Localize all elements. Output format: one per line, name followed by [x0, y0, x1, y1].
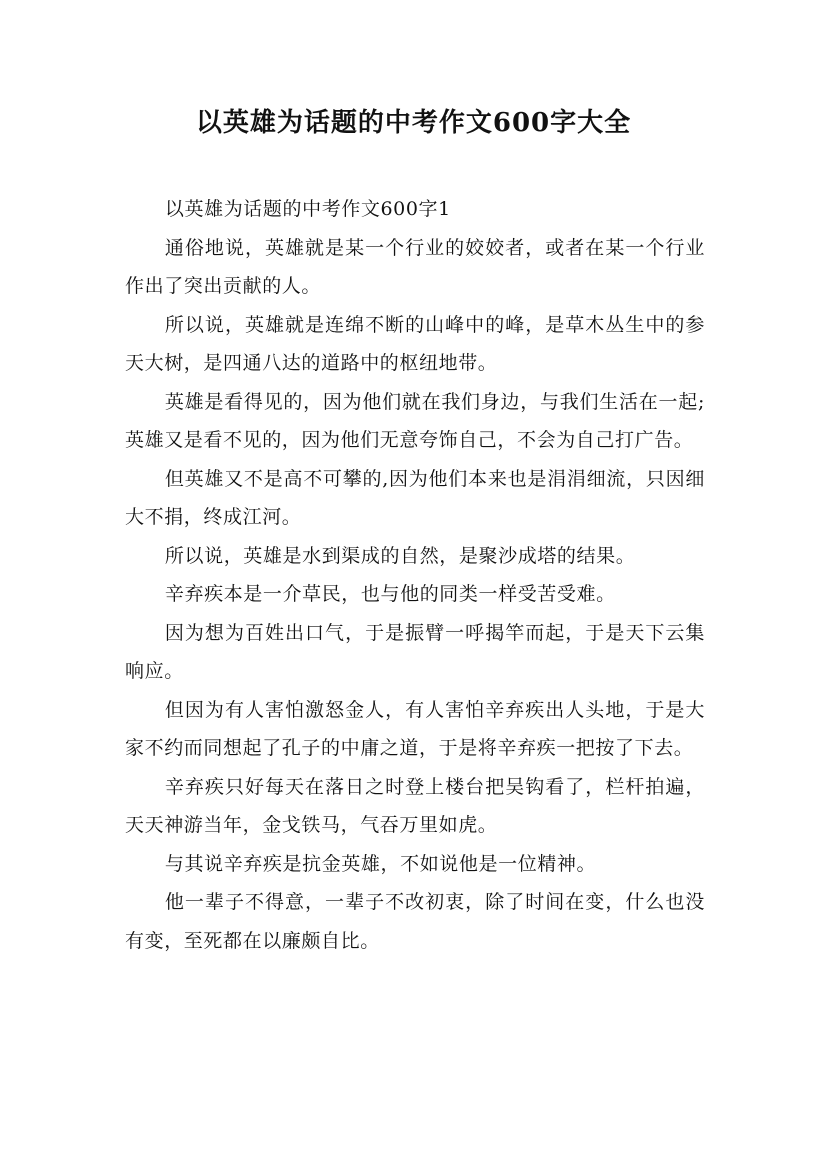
paragraph-9: 辛弃疾只好每天在落日之时登上楼台把吴钩看了，栏杆拍遍，天天神游当年，金戈铁马，气吞万里如虎。 — [125, 775, 705, 836]
paragraph-8: 但因为有人害怕激怒金人，有人害怕辛弃疾出人头地，于是大家不约而同想起了孔子的中庸之道，于是将辛弃疾一把按了下去。 — [125, 698, 705, 759]
paragraph-10: 与其说辛弃疾是抗金英雄，不如说他是一位精神。 — [164, 852, 597, 875]
document-body — [125, 190, 705, 960]
paragraph-6: 辛弃疾本是一介草民，也与他的同类一样受苦受难。 — [164, 583, 616, 605]
paragraph-2: 所以说，英雄就是连绵不断的山峰中的峰，是草木丛生中的参天大树，是四通八达的道路中的枢纽地带。 — [125, 313, 705, 374]
paragraph-5: 所以说，英雄是水到渠成的自然，是聚沙成塔的结果。 — [164, 544, 636, 567]
paragraph-1: 通俗地说，英雄就是某一个行业的姣姣者，或者在某一个行业作出了突出贡献的人。 — [125, 236, 705, 297]
section-heading: 以英雄为话题的中考作文600字1 — [164, 198, 451, 220]
paragraph-4: 但英雄又不是高不可攀的,因为他们本来也是涓涓细流，只因细大不捐，终成江河。 — [125, 467, 705, 528]
paragraph-7: 因为想为百姓出口气，于是振臂一呼揭竿而起，于是天下云集响应。 — [125, 621, 705, 682]
document-title: 以英雄为话题的中考作文600字大全 — [195, 108, 632, 138]
paragraph-3: 英雄是看得见的，因为他们就在我们身边，与我们生活在一起;英雄又是看不见的，因为他们无意夸饰自己，不会为自己打广告。 — [125, 390, 705, 451]
paragraph-11: 他一辈子不得意，一辈子不改初衷，除了时间在变，什么也没有变，至死都在以廉颇自比。 — [125, 891, 705, 952]
